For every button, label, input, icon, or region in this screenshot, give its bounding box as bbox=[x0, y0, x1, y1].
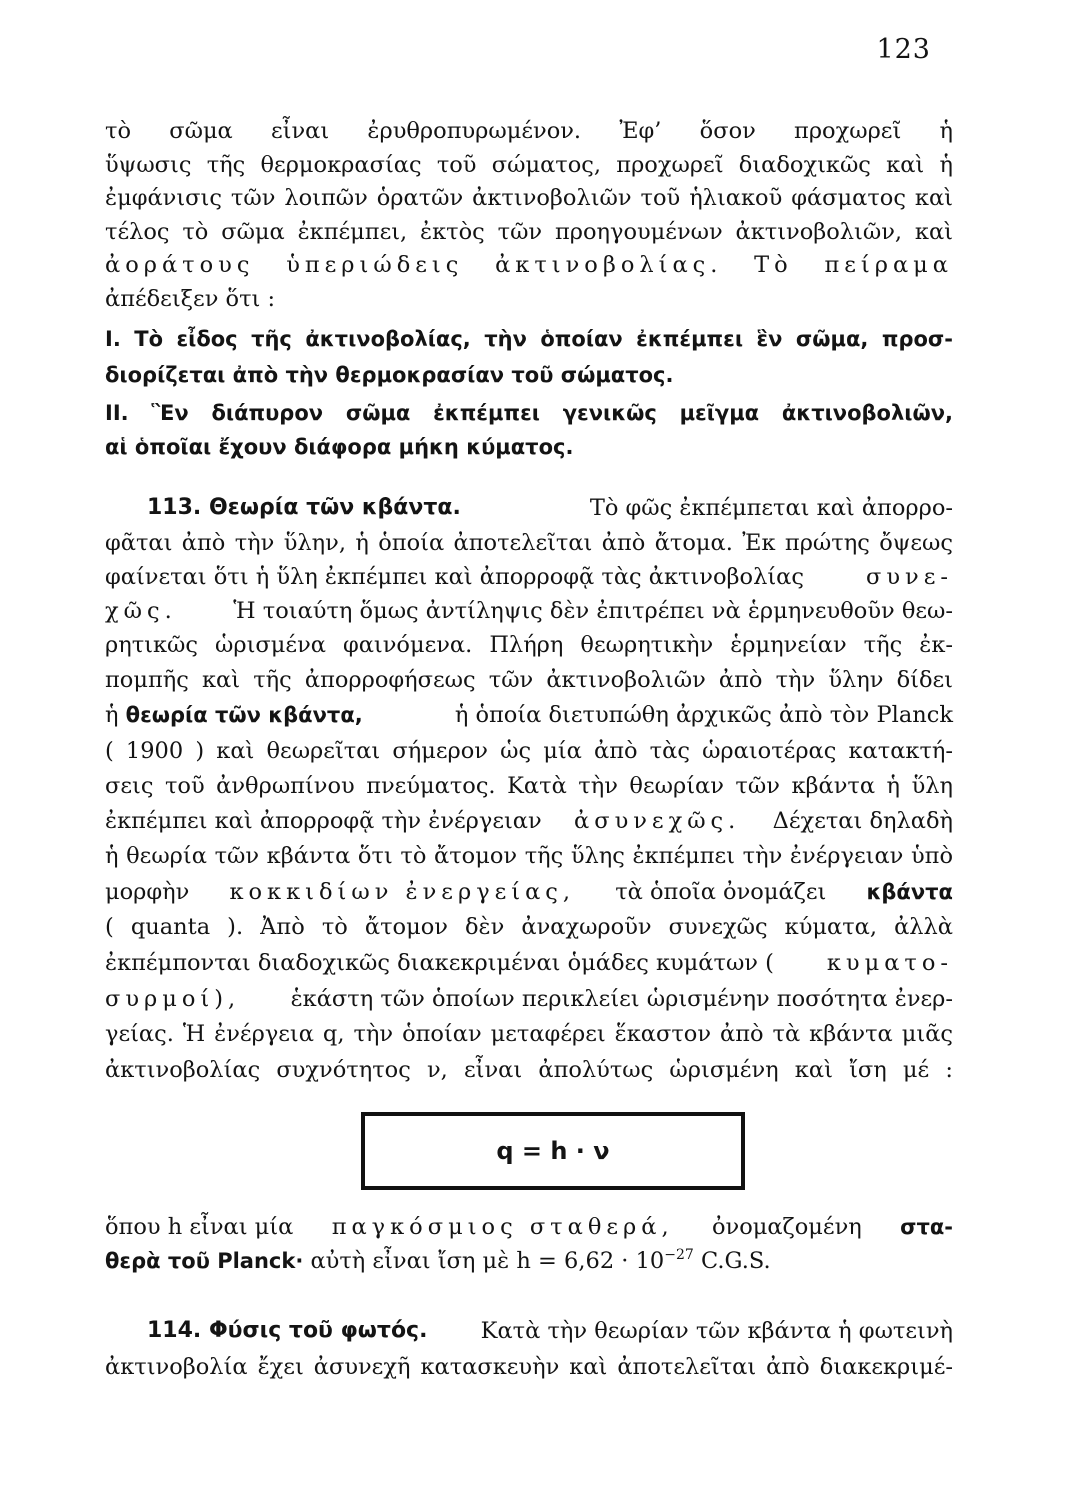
bold-term: κβάντα bbox=[866, 880, 953, 904]
text-span: ἐκπέμπει καὶ ἀπορροφᾷ τὴν ἐνέργειαν bbox=[105, 808, 542, 834]
text-line bbox=[105, 1246, 771, 1276]
text-line bbox=[105, 877, 953, 907]
text-line: πομπῆς καὶ τῆς ἀπορροφήσεως τῶν ἀκτινοβολιῶν ἀπὸ τὴν ὕλην δίδει bbox=[105, 667, 953, 693]
bold-term: θεωρία τῶν κβάντα, bbox=[125, 703, 363, 727]
page-number: 123 bbox=[876, 34, 931, 65]
law-1-line: διορίζεται ἀπὸ τὴν θερμοκρασίαν τοῦ σώματος. bbox=[105, 363, 674, 387]
text-line: τὸ σῶμα εἶναι ἐρυθροπυρωμένον. Ἐφ’ ὅσον προχωρεῖ ἡ bbox=[105, 118, 953, 144]
text-span: ἐκπέμπονται διαδοχικῶς διακεκριμέναι ὁμάδες κυμάτων ( bbox=[105, 950, 774, 976]
text-span: Δέχεται δηλαδὴ bbox=[772, 808, 953, 834]
spaced-term: κοκκιδίων ἐνεργείας, bbox=[229, 879, 576, 905]
text-line: ὕψωσις τῆς θερμοκρασίας τοῦ σώματος, προχωρεῖ διαδοχικῶς καὶ ἡ bbox=[105, 152, 953, 178]
text-line: τέλος τὸ σῶμα ἐκπέμπει, ἐκτὸς τῶν προηγουμένων ἀκτινοβολιῶν, καὶ bbox=[105, 219, 953, 245]
text-span: ἑκάστη τῶν ὁποίων περικλείει ὡρισμένην ποσότητα ἐνερ- bbox=[290, 986, 953, 1012]
spaced-term: συνε- bbox=[866, 564, 953, 590]
text-span: Κατὰ τὴν θεωρίαν τῶν κβάντα ἡ φωτεινὴ bbox=[480, 1318, 953, 1344]
section-heading: 114. Φύσις τοῦ φωτός. bbox=[147, 1318, 428, 1343]
section-heading: 113. Θεωρία τῶν κβάντα. bbox=[147, 495, 461, 520]
text-span: ὀνομαζομένη bbox=[711, 1214, 862, 1240]
text-line: ( quanta ). Ἀπὸ τὸ ἄτομον δὲν ἀναχωροῦν συνεχῶς κύματα, ἀλλὰ bbox=[105, 914, 953, 940]
section-114-line bbox=[147, 1316, 953, 1346]
text-span: τὰ ὁποῖα ὀνομάζει bbox=[615, 879, 827, 905]
spaced-term: παγκόσμιος σταθερά, bbox=[331, 1214, 674, 1240]
text-line bbox=[105, 562, 953, 592]
spaced-term: ἀσυνεχῶς. bbox=[574, 808, 741, 834]
text-line bbox=[105, 806, 953, 836]
text-line bbox=[105, 700, 953, 730]
text-span: ἡ bbox=[105, 702, 119, 728]
text-line bbox=[105, 948, 953, 978]
spaced-term: κυματο- bbox=[826, 950, 953, 976]
text-line bbox=[105, 984, 953, 1014]
formula: q = h · ν bbox=[496, 1137, 610, 1165]
text-span: C.G.S. bbox=[700, 1248, 771, 1274]
text-span: φαίνεται ὅτι ἡ ὕλη ἐκπέμπει καὶ ἀπορροφᾷ τὰς ἀκτινοβολίας bbox=[105, 564, 804, 590]
bold-term: στα- bbox=[900, 1215, 953, 1239]
text-line: σεις τοῦ ἀνθρωπίνου πνεύματος. Κατὰ τὴν θεωρίαν τῶν κβάντα ἡ ὕλη bbox=[105, 773, 953, 799]
text-span: Ἡ τοιαύτη ὅμως ἀντίληψις δὲν ἐπιτρέπει νὰ ἑρμηνευθοῦν θεω- bbox=[233, 598, 953, 624]
text-line: ρητικῶς ὡρισμένα φαινόμενα. Πλήρη θεωρητικὴν ἑρμηνείαν τῆς ἐκ- bbox=[105, 632, 953, 658]
text-line bbox=[105, 1212, 953, 1242]
text-line: ἡ θεωρία τῶν κβάντα ὅτι τὸ ἄτομον τῆς ὕλης ἐκπέμπει τὴν ἐνέργειαν ὑπὸ bbox=[105, 843, 953, 869]
law-1-line: I. Τὸ εἶδος τῆς ἀκτινοβολίας, τὴν ὁποίαν ἐκπέμπει ἓν σῶμα, προσ- bbox=[105, 327, 953, 351]
spaced-term: χῶς. bbox=[105, 598, 177, 624]
text-span: Τὸ φῶς ἐκπέμπεται καὶ ἀπορρο- bbox=[589, 495, 953, 521]
law-2-line: II. Ἓν διάπυρον σῶμα ἐκπέμπει γενικῶς μεῖγμα ἀκτινοβολιῶν, bbox=[105, 401, 953, 425]
text-span: ὅπου h εἶναι μία bbox=[105, 1214, 294, 1240]
text-line bbox=[105, 596, 953, 626]
text-span: ἡ ὁποία διετυπώθη ἀρχικῶς ἀπὸ τὸν Planck bbox=[454, 702, 953, 728]
text-line: γείας. Ἡ ἐνέργεια q, τὴν ὁποίαν μεταφέρει ἕκαστον ἀπὸ τὰ κβάντα μιᾶς bbox=[105, 1021, 953, 1047]
text-span: αὐτὴ εἶναι ἴση μὲ h = 6,62 · 10 bbox=[310, 1248, 665, 1274]
formula-box bbox=[361, 1112, 745, 1190]
bold-term: θερὰ τοῦ Planck· bbox=[105, 1249, 304, 1273]
exponent: −27 bbox=[664, 1247, 694, 1263]
text-span: μορφὴν bbox=[105, 879, 190, 905]
text-line: ἀοράτους ὑπεριώδεις ἀκτινοβολίας. Τὸ πείραμα bbox=[105, 252, 953, 278]
text-line: ἀκτινοβολίας συχνότητος ν, εἶναι ἀπολύτως ὡρισμένη καὶ ἴση μέ : bbox=[105, 1057, 953, 1083]
text-line: φᾶται ἀπὸ τὴν ὕλην, ἡ ὁποία ἀποτελεῖται ἀπὸ ἄτομα. Ἐκ πρώτης ὄψεως bbox=[105, 530, 953, 556]
law-2-line: αἱ ὁποῖαι ἔχουν διάφορα μήκη κύματος. bbox=[105, 435, 574, 459]
section-113-line bbox=[147, 493, 953, 523]
text-line: ἐμφάνισις τῶν λοιπῶν ὁρατῶν ἀκτινοβολιῶν τοῦ ἡλιακοῦ φάσματος καὶ bbox=[105, 185, 953, 211]
text-line: ἀπέδειξεν ὅτι : bbox=[105, 286, 276, 312]
spaced-term: συρμοί), bbox=[105, 986, 241, 1012]
text-line: ( 1900 ) καὶ θεωρεῖται σήμερον ὡς μία ἀπὸ τὰς ὡραιοτέρας κατακτή- bbox=[105, 738, 953, 764]
text-line: ἀκτινοβολία ἔχει ἀσυνεχῆ κατασκευὴν καὶ ἀποτελεῖται ἀπὸ διακεκριμέ- bbox=[105, 1354, 953, 1380]
